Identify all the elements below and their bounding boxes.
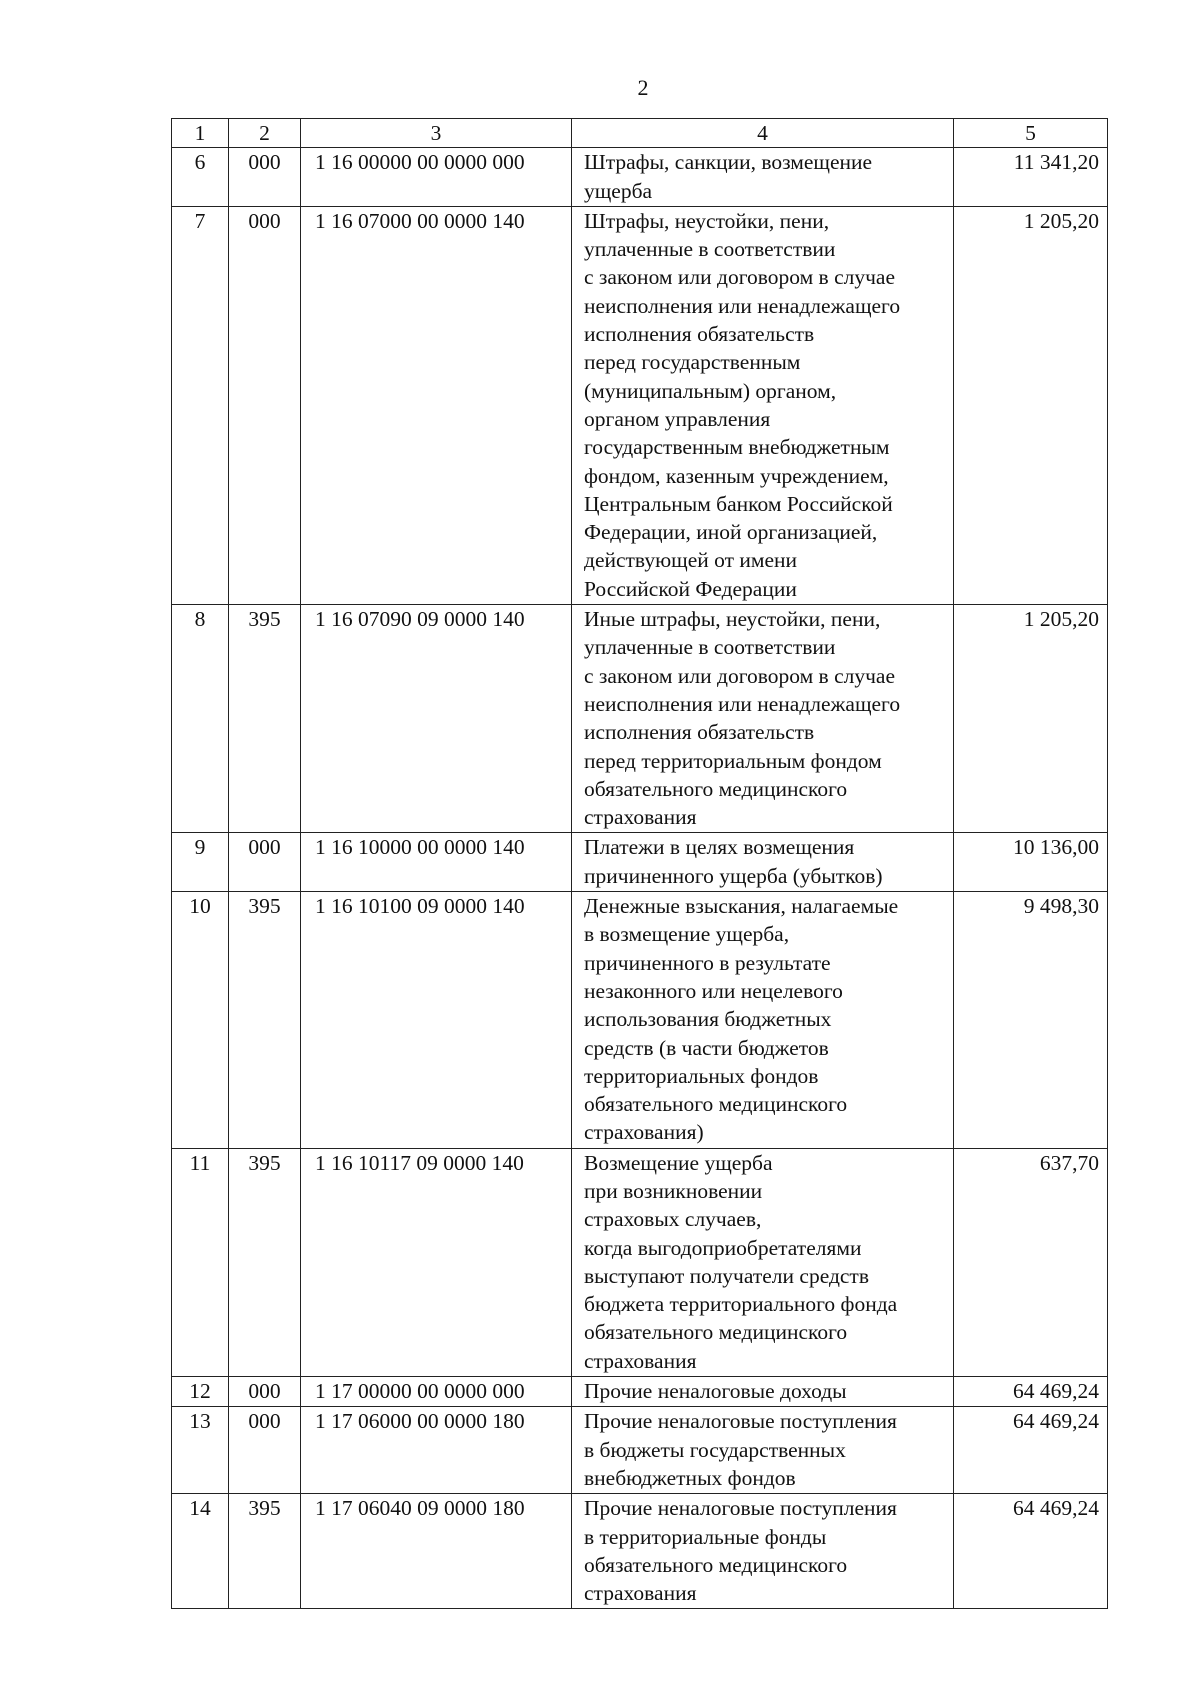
revenue-name-line: страхования bbox=[584, 1581, 697, 1606]
revenue-name-line: причиненного ущерба (убытков) bbox=[584, 863, 883, 888]
revenue-name-line: в бюджеты государственных bbox=[584, 1437, 846, 1462]
budget-code-cell: 1 17 06040 09 0000 180 bbox=[301, 1494, 572, 1609]
revenue-name-line: перед территориальным фондом bbox=[584, 748, 882, 773]
revenue-name-line: Прочие неналоговые поступления bbox=[584, 1409, 897, 1434]
revenue-name-line: ущерба bbox=[584, 178, 653, 203]
budget-code-cell: 1 16 10100 09 0000 140 bbox=[301, 892, 572, 1149]
revenue-name-cell bbox=[572, 1377, 954, 1407]
revenue-name-line: органом управления bbox=[584, 406, 771, 431]
revenue-name-line: Возмещение ущерба bbox=[584, 1150, 773, 1175]
row-number-cell: 10 bbox=[172, 892, 229, 1149]
admin-code-cell: 395 bbox=[229, 1494, 301, 1609]
admin-code-cell: 000 bbox=[229, 206, 301, 604]
table-row bbox=[172, 892, 1108, 1149]
revenue-name-line: действующей от имени bbox=[584, 548, 798, 573]
header-col-4: 4 bbox=[572, 119, 954, 148]
revenue-name-line: обязательного медицинского bbox=[584, 776, 848, 801]
header-col-1: 1 bbox=[172, 119, 229, 148]
revenue-name-line: страхования) bbox=[584, 1120, 704, 1145]
revenue-name-line: когда выгодоприобретателями bbox=[584, 1235, 862, 1260]
revenue-name-line: использования бюджетных bbox=[584, 1007, 832, 1032]
revenue-name-line: обязательного медицинского bbox=[584, 1092, 848, 1117]
page-number-text: 2 bbox=[637, 75, 649, 100]
row-number-cell: 13 bbox=[172, 1407, 229, 1494]
header-col-5: 5 bbox=[954, 119, 1108, 148]
revenue-name-line: территориальных фондов bbox=[584, 1063, 819, 1088]
revenue-name-line: перед государственным bbox=[584, 350, 801, 375]
budget-code-cell: 1 16 00000 00 0000 000 bbox=[301, 148, 572, 207]
row-number-cell: 14 bbox=[172, 1494, 229, 1609]
revenue-name-line: незаконного или нецелевого bbox=[584, 978, 843, 1003]
header-col-3: 3 bbox=[301, 119, 572, 148]
revenue-name-line: Иные штрафы, неустойки, пени, bbox=[584, 607, 881, 632]
revenue-name-line: Центральным банком Российской bbox=[584, 491, 893, 516]
revenue-name-line: страховых случаев, bbox=[584, 1207, 762, 1232]
budget-code-cell: 1 17 06000 00 0000 180 bbox=[301, 1407, 572, 1494]
table-row bbox=[172, 605, 1108, 833]
amount-cell: 637,70 bbox=[954, 1148, 1108, 1376]
amount-cell: 1 205,20 bbox=[954, 605, 1108, 833]
table-row bbox=[172, 833, 1108, 892]
revenue-name-cell bbox=[572, 1407, 954, 1494]
revenue-name-line: исполнения обязательств bbox=[584, 322, 815, 347]
amount-cell: 9 498,30 bbox=[954, 892, 1108, 1149]
row-number-cell: 12 bbox=[172, 1377, 229, 1407]
header-col-2: 2 bbox=[229, 119, 301, 148]
revenue-name-line: средств (в части бюджетов bbox=[584, 1035, 829, 1060]
table-row bbox=[172, 1377, 1108, 1407]
revenue-name-line: Денежные взыскания, налагаемые bbox=[584, 894, 899, 919]
admin-code-cell: 395 bbox=[229, 892, 301, 1149]
revenue-name-line: Прочие неналоговые доходы bbox=[584, 1379, 847, 1404]
revenue-name-line: Штрафы, санкции, возмещение bbox=[584, 150, 873, 175]
revenue-name-line: при возникновении bbox=[584, 1178, 763, 1203]
budget-code-cell: 1 17 00000 00 0000 000 bbox=[301, 1377, 572, 1407]
revenue-name-line: бюджета территориального фонда bbox=[584, 1292, 898, 1317]
revenue-name-line: с законом или договором в случае bbox=[584, 265, 895, 290]
revenue-name-line: в территориальные фонды bbox=[584, 1524, 827, 1549]
admin-code-cell: 000 bbox=[229, 1377, 301, 1407]
admin-code-cell: 395 bbox=[229, 605, 301, 833]
row-number-cell: 9 bbox=[172, 833, 229, 892]
revenue-name-line: государственным внебюджетным bbox=[584, 435, 890, 460]
admin-code-cell: 395 bbox=[229, 1148, 301, 1376]
revenue-name-line: выступают получатели средств bbox=[584, 1263, 869, 1288]
revenue-name-line: неисполнения или ненадлежащего bbox=[584, 293, 901, 318]
revenue-name-line: обязательного медицинского bbox=[584, 1320, 848, 1345]
revenue-name-line: причиненного в результате bbox=[584, 950, 831, 975]
revenue-name-line: обязательного медицинского bbox=[584, 1552, 848, 1577]
table-row bbox=[172, 206, 1108, 604]
revenue-name-line: Федерации, иной организацией, bbox=[584, 520, 878, 545]
revenue-name-cell bbox=[572, 148, 954, 207]
revenue-name-line: Прочие неналоговые поступления bbox=[584, 1496, 897, 1521]
revenue-name-line: фондом, казенным учреждением, bbox=[584, 463, 889, 488]
revenue-name-line: страхования bbox=[584, 1348, 697, 1373]
budget-code-cell: 1 16 10117 09 0000 140 bbox=[301, 1148, 572, 1376]
table-row bbox=[172, 1148, 1108, 1376]
revenue-name-line: уплаченные в соответствии bbox=[584, 237, 836, 262]
table-row bbox=[172, 148, 1108, 207]
row-number-cell: 8 bbox=[172, 605, 229, 833]
revenue-name-line: Платежи в целях возмещения bbox=[584, 835, 855, 860]
table-row bbox=[172, 1407, 1108, 1494]
revenue-name-cell bbox=[572, 833, 954, 892]
revenue-name-line: исполнения обязательств bbox=[584, 720, 815, 745]
revenue-name-cell bbox=[572, 1148, 954, 1376]
revenue-name-line: (муниципальным) органом, bbox=[584, 378, 837, 403]
amount-cell: 11 341,20 bbox=[954, 148, 1108, 207]
admin-code-cell: 000 bbox=[229, 833, 301, 892]
amount-cell: 64 469,24 bbox=[954, 1494, 1108, 1609]
table-header-row bbox=[172, 119, 1108, 148]
revenue-name-line: уплаченные в соответствии bbox=[584, 635, 836, 660]
revenue-name-line: страхования bbox=[584, 805, 697, 830]
page-number bbox=[0, 76, 1200, 100]
revenue-name-line: в возмещение ущерба, bbox=[584, 922, 790, 947]
revenue-name-cell bbox=[572, 605, 954, 833]
budget-code-cell: 1 16 10000 00 0000 140 bbox=[301, 833, 572, 892]
table-row bbox=[172, 1494, 1108, 1609]
amount-cell: 10 136,00 bbox=[954, 833, 1108, 892]
admin-code-cell: 000 bbox=[229, 1407, 301, 1494]
row-number-cell: 6 bbox=[172, 148, 229, 207]
revenue-name-cell bbox=[572, 206, 954, 604]
revenue-name-line: Российской Федерации bbox=[584, 576, 797, 601]
budget-revenue-table bbox=[171, 118, 1108, 1609]
amount-cell: 64 469,24 bbox=[954, 1377, 1108, 1407]
revenue-name-cell bbox=[572, 1494, 954, 1609]
table-body bbox=[172, 119, 1108, 1609]
revenue-name-cell bbox=[572, 892, 954, 1149]
amount-cell: 64 469,24 bbox=[954, 1407, 1108, 1494]
budget-code-cell: 1 16 07000 00 0000 140 bbox=[301, 206, 572, 604]
row-number-cell: 7 bbox=[172, 206, 229, 604]
row-number-cell: 11 bbox=[172, 1148, 229, 1376]
amount-cell: 1 205,20 bbox=[954, 206, 1108, 604]
revenue-name-line: внебюджетных фондов bbox=[584, 1465, 796, 1490]
revenue-name-line: Штрафы, неустойки, пени, bbox=[584, 208, 830, 233]
admin-code-cell: 000 bbox=[229, 148, 301, 207]
revenue-name-line: с законом или договором в случае bbox=[584, 663, 895, 688]
revenue-name-line: неисполнения или ненадлежащего bbox=[584, 691, 901, 716]
budget-code-cell: 1 16 07090 09 0000 140 bbox=[301, 605, 572, 833]
